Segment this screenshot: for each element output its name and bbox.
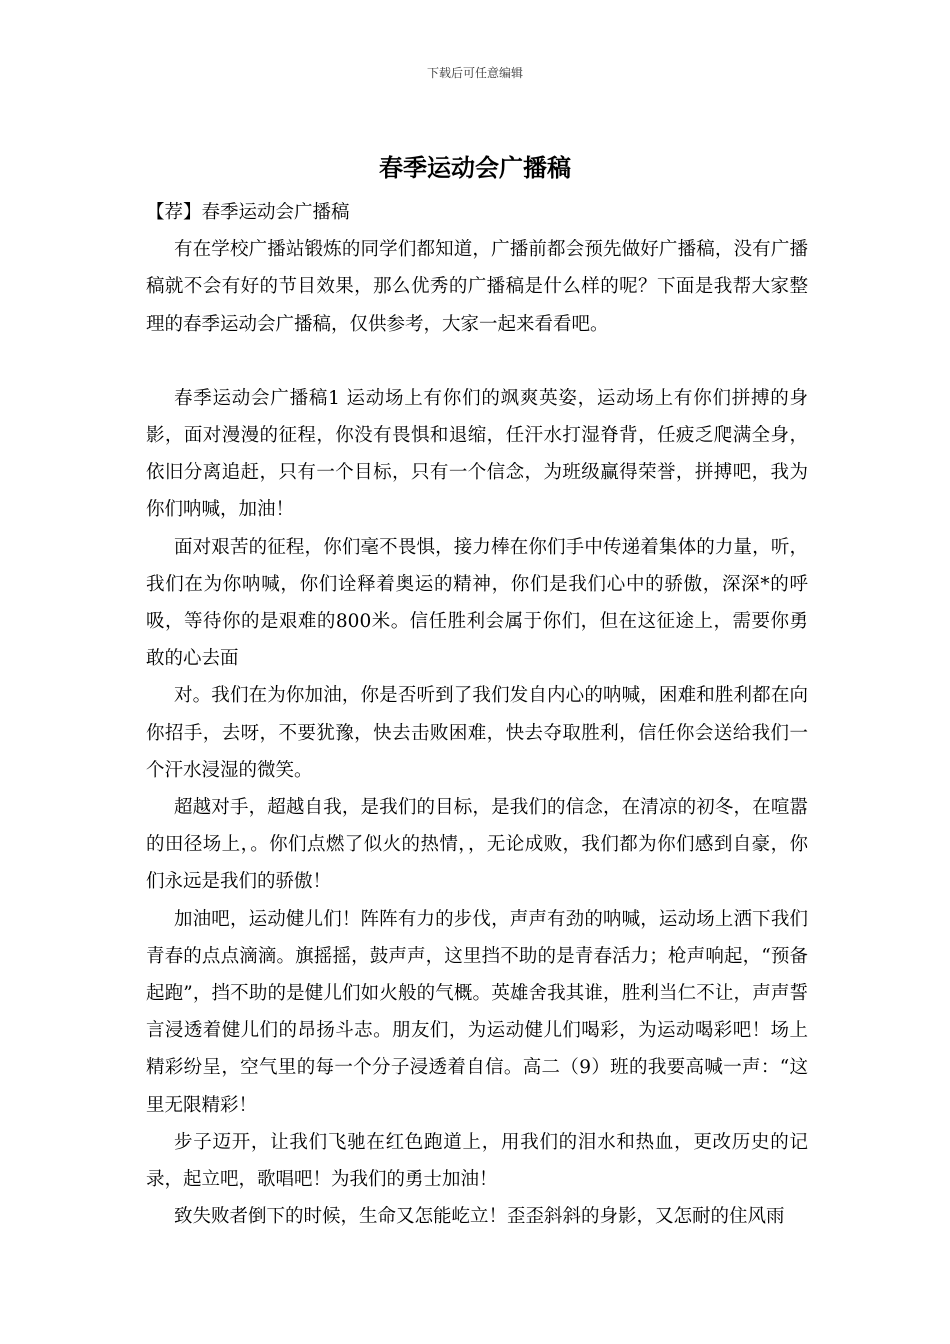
paragraph-spacer xyxy=(146,343,808,380)
document-body xyxy=(146,194,808,1235)
paragraph-5: 加油吧，运动健儿们！阵阵有力的步伐，声声有劲的呐喊，运动场上洒下我们青春的点点滴滴。旗摇摇，鼓声声，这里挡不助的是青春活力；枪声响起，“预备起跑”，挡不助的是健儿们如火般的气概。英雄舍我其谁，胜利当仁不让，声声誓言浸透着健儿们的昂扬斗志。朋友们，为运动健儿们喝彩，为运动喝彩吧！场上精彩纷呈，空气里的每一个分子浸透着自信。高二（9）班的我要高喊一声：“这里无限精彩！ xyxy=(146,908,808,1116)
paragraph-6: 步子迈开，让我们飞驰在红色跑道上，用我们的泪水和热血，更改历史的记录，起立吧，歌唱吧！为我们的勇士加油！ xyxy=(146,1131,808,1191)
header-note: 下载后可任意编辑 xyxy=(426,66,523,80)
paragraph-1: 春季运动会广播稿1 运动场上有你们的飒爽英姿，运动场上有你们拼搏的身影，面对漫漫的征程，你没有畏惧和退缩，任汗水打湿脊背，任疲乏爬满全身，依旧分离追赶，只有一个目标，只有一个信念，为班级赢得荣誉，拼搏吧，我为你们呐喊，加油！ xyxy=(146,387,808,521)
document-subtitle: 【荐】春季运动会广播稿 xyxy=(146,202,350,223)
paragraph-intro: 有在学校广播站锻炼的同学们都知道，广播前都会预先做好广播稿，没有广播稿就不会有好的节目效果，那么优秀的广播稿是什么样的呢？下面是我帮大家整理的春季运动会广播稿，仅供参考，大家一起来看看吧。 xyxy=(146,239,808,335)
paragraph-7: 致失败者倒下的时候，生命又怎能屹立！歪歪斜斜的身影，又怎耐的住风雨 xyxy=(174,1206,785,1228)
page-title: 春季运动会广播稿 xyxy=(379,154,571,182)
paragraph-2: 面对艰苦的征程，你们毫不畏惧，接力棒在你们手中传递着集体的力量，听，我们在为你呐喊，你们诠释着奥运的精神，你们是我们心中的骄傲，深深*的呼吸，等待你的是艰难的800米。信任胜利会属于你们，但在这征途上，需要你勇敢的心去面 xyxy=(146,536,808,670)
paragraph-3: 对。我们在为你加油，你是否听到了我们发自内心的呐喊，困难和胜利都在向你招手，去呀，不要犹豫，快去击败困难，快去夺取胜利，信任你会送给我们一个汗水浸湿的微笑。 xyxy=(146,685,808,781)
paragraph-4: 超越对手，超越自我，是我们的目标，是我们的信念，在清凉的初冬，在喧嚣的田径场上，。你们点燃了似火的热情，，无论成败，我们都为你们感到自豪，你们永远是我们的骄傲！ xyxy=(146,797,808,893)
